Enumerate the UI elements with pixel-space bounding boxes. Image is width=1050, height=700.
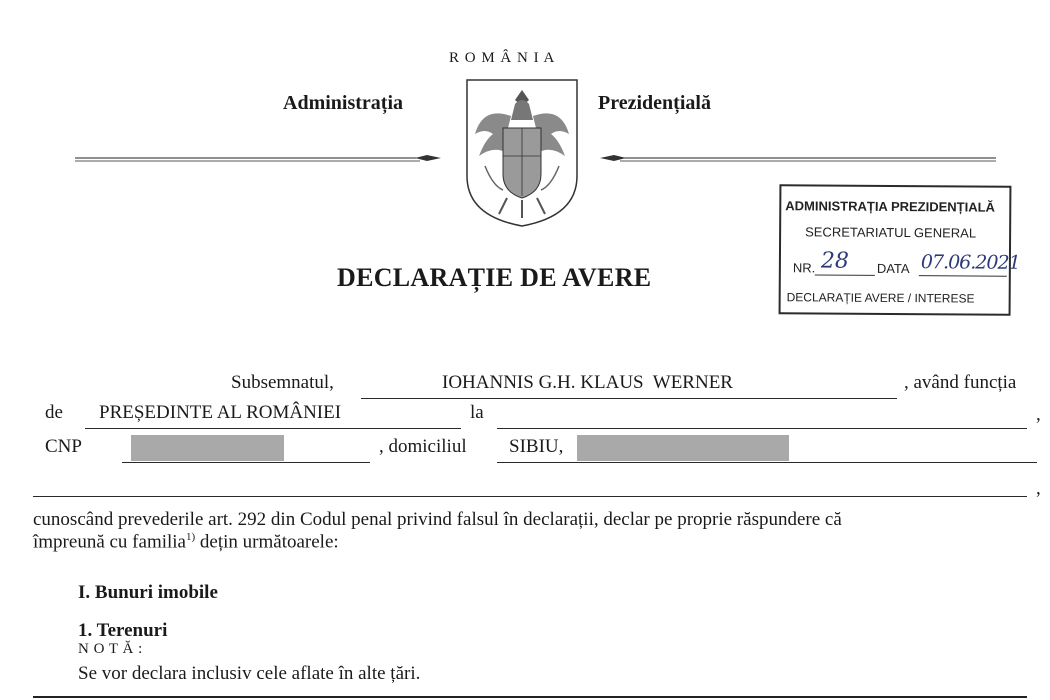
address-redacted bbox=[577, 435, 789, 461]
stamp-nr-value: 28 bbox=[820, 248, 850, 274]
section-heading: I. Bunuri imobile bbox=[78, 582, 218, 603]
declarant-name: IOHANNIS G.H. KLAUS WERNER bbox=[442, 372, 733, 393]
stamp-nr-label: NR. bbox=[792, 260, 816, 276]
line2-pre: împreună cu familia bbox=[33, 531, 186, 553]
la-label: la bbox=[470, 402, 484, 423]
country-name: R O M Â N I A bbox=[449, 50, 556, 66]
nota-text: Se vor declara inclusiv cele aflate în alte țări. bbox=[78, 663, 421, 684]
row2-comma: , bbox=[1036, 404, 1041, 425]
line2-post: dețin următoarele: bbox=[195, 531, 339, 553]
nota-label: N O T Ă : bbox=[78, 641, 143, 657]
stamp-document-type: DECLARAȚIE AVERE / INTERESE bbox=[786, 290, 975, 306]
domiciliul-label: , domiciliul bbox=[379, 436, 467, 457]
cnp-redacted bbox=[131, 435, 284, 461]
document-title: DECLARAȚIE DE AVERE bbox=[337, 263, 652, 292]
cnp-label: CNP bbox=[45, 436, 82, 457]
declaration-text-line2 bbox=[33, 531, 339, 553]
header-left-word: Administrația bbox=[283, 92, 403, 114]
footnote-ref: 1) bbox=[186, 531, 196, 543]
header-right-word: Prezidențială bbox=[598, 92, 711, 114]
header-rule-left bbox=[75, 148, 445, 168]
stamp-department: SECRETARIATUL GENERAL bbox=[805, 224, 977, 241]
domiciliul-value: SIBIU, bbox=[509, 436, 564, 457]
avand-functia-label: , având funcția bbox=[904, 372, 1017, 393]
stamp-data-label: DATA bbox=[876, 260, 910, 277]
registration-stamp bbox=[779, 184, 1020, 316]
stamp-date-value: 07.06.2021 bbox=[920, 251, 1020, 274]
bottom-rule bbox=[33, 696, 1027, 698]
de-label: de bbox=[45, 402, 63, 423]
declaration-text-line1: cunoscând prevederile art. 292 din Codul penal privind falsul în declarații, declar pe proprie răspundere că bbox=[33, 509, 842, 530]
romanian-coat-of-arms-icon bbox=[463, 76, 581, 230]
row4-comma: , bbox=[1036, 478, 1041, 499]
stamp-institution: ADMINISTRAȚIA PREZIDENȚIALĂ bbox=[785, 198, 996, 215]
header-rule-right bbox=[598, 148, 998, 168]
subsemnatul-label: Subsemnatul, bbox=[231, 372, 334, 393]
functia-value: PREȘEDINTE AL ROMÂNIEI bbox=[99, 402, 342, 423]
subsection-heading: 1. Terenuri bbox=[78, 620, 168, 641]
